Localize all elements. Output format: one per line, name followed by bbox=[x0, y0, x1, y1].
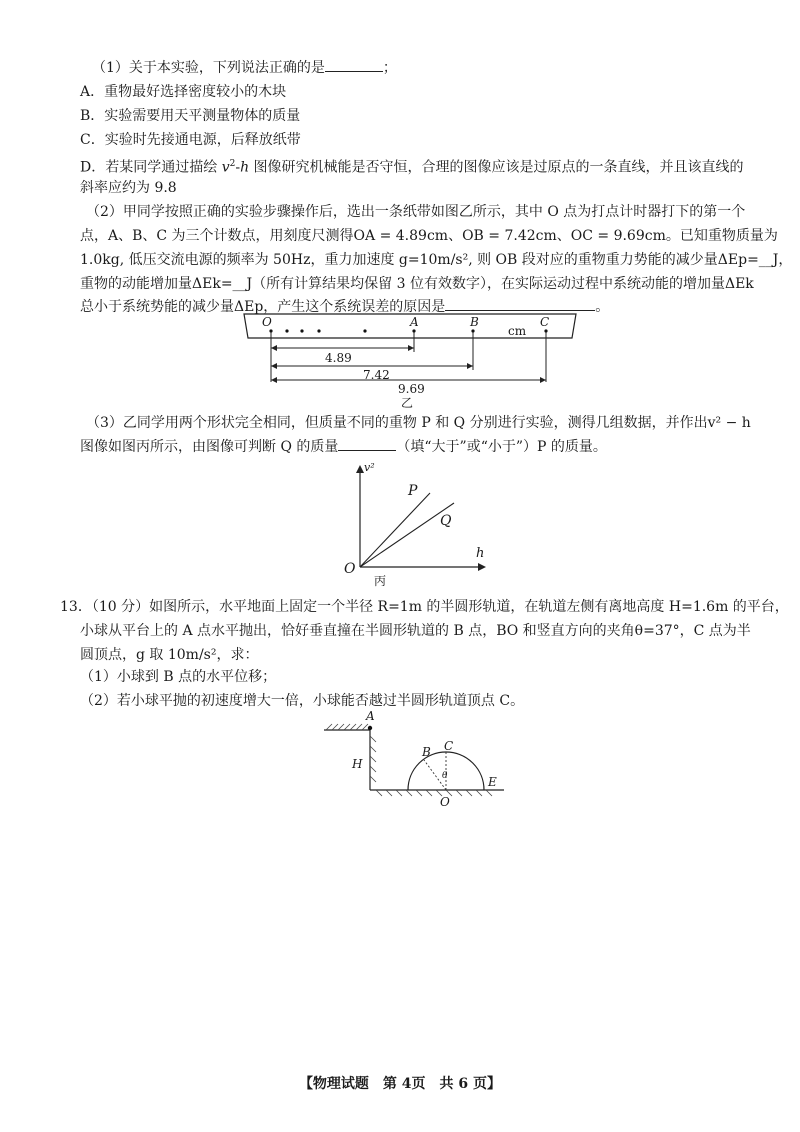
distance-oc: 9.69 bbox=[398, 382, 425, 396]
q13-line2: 小球从平台上的 A 点水平抛出，恰好垂直撞在半圆形轨道的 B 点，BO 和竖直方向的夹角θ=37°，C 点为半 bbox=[80, 623, 751, 639]
point-o-label: O bbox=[262, 315, 272, 329]
v2-h-graph bbox=[330, 455, 500, 590]
q12-part3-line2: 图像如图丙所示，由图像可判断 Q 的质量 （填“大于”或“小于”）P 的质量。 bbox=[80, 436, 607, 458]
figure-caption-bing: 丙 bbox=[374, 574, 387, 588]
y-axis-label: v² bbox=[364, 461, 375, 474]
q12-part2-line1: （2）甲同学按照正确的实验步骤操作后，选出一条纸带如图乙所示，其中 O 点为打点计时器打下的第一个 bbox=[86, 204, 746, 220]
q13-line1: 13．（10 分）如图所示，水平地面上固定一个半径 R=1m 的半圆形轨道，在轨道左侧有离地高度 H=1.6m 的平台， bbox=[60, 599, 789, 615]
q12-part2-line3: 1.0kg, 低压交流电源的频率为 50Hz，重力加速度 g=10m/s², 则 OB 段对应的重物重力势能的减少量ΔEp=__J， bbox=[80, 252, 793, 268]
q12-option-c: C．实验时先接通电源，后释放纸带 bbox=[80, 132, 301, 148]
ball-a bbox=[368, 726, 372, 730]
point-e-label: E bbox=[488, 775, 497, 789]
figure-caption-yi: 乙 bbox=[401, 396, 414, 410]
line-p bbox=[360, 493, 430, 567]
q13-sub1: （1）小球到 B 点的水平位移； bbox=[80, 669, 277, 685]
point-b-label: B bbox=[470, 315, 479, 329]
distance-ob: 7.42 bbox=[363, 368, 390, 382]
origin-label: O bbox=[344, 561, 356, 577]
unit-label: cm bbox=[508, 324, 527, 338]
page-footer: 【物理试题 第 4页 共 6 页】 bbox=[298, 1076, 502, 1092]
q12-option-d-line2: 斜率应约为 9.8 bbox=[80, 180, 177, 196]
q12-option-a: A．重物最好选择密度较小的木块 bbox=[80, 84, 287, 100]
x-axis-label: h bbox=[476, 546, 485, 561]
q12-option-d-line1: D．若某同学通过描绘 $v^2-h$ 图像研究机械能是否守恒，合理的图像应该是过原点的一条直线，并且该直线的 bbox=[80, 159, 744, 176]
angle-theta-label: θ bbox=[442, 771, 448, 781]
q13-line3: 圆顶点，g 取 10m/s²，求： bbox=[80, 647, 259, 663]
point-b-label: B bbox=[422, 745, 431, 759]
paper-tape-figure bbox=[240, 312, 580, 412]
height-h-label: H bbox=[352, 757, 363, 771]
point-a-label: A bbox=[410, 315, 419, 329]
semicircle-track-figure bbox=[318, 706, 518, 810]
q12-part2-line4: 重物的动能增加量ΔEk=__J（所有计算结果均保留 3 位有效数字），在实际运动过程中系统动能的增加量ΔEk bbox=[80, 276, 754, 292]
point-c-label: C bbox=[540, 315, 550, 329]
q12-part2-line5: 总小于系统势能的减少量ΔEp，产生这个系统误差的原因是 。 bbox=[80, 296, 609, 318]
q12-part3-line1: （3）乙同学用两个形状完全相同，但质量不同的重物 P 和 Q 分别进行实验，测得几组数据，并作出v² − h bbox=[86, 415, 751, 431]
point-a-label: A bbox=[366, 709, 375, 723]
q12-part2-line2: 点，A、B、C 为三个计数点，用刻度尺测得OA = 4.89cm、OB = 7.42cm、OC = 9.69cm。已知重物质量为 bbox=[80, 228, 778, 244]
line-q-label: Q bbox=[440, 513, 452, 529]
distance-oa: 4.89 bbox=[325, 351, 352, 365]
point-o-label: O bbox=[440, 795, 450, 809]
point-c-label: C bbox=[444, 739, 454, 753]
line-p-label: P bbox=[408, 483, 418, 499]
q13-sub2: （2）若小球平抛的初速度增大一倍，小球能否越过半圆形轨道顶点 C。 bbox=[80, 693, 525, 709]
answer-blank bbox=[445, 296, 595, 311]
q12-option-b: B．实验需要用天平测量物体的质量 bbox=[80, 108, 301, 124]
answer-blank bbox=[325, 57, 383, 72]
answer-blank bbox=[338, 436, 396, 451]
q12-part1-stem: （1）关于本实验，下列说法正确的是 ； bbox=[92, 57, 397, 79]
